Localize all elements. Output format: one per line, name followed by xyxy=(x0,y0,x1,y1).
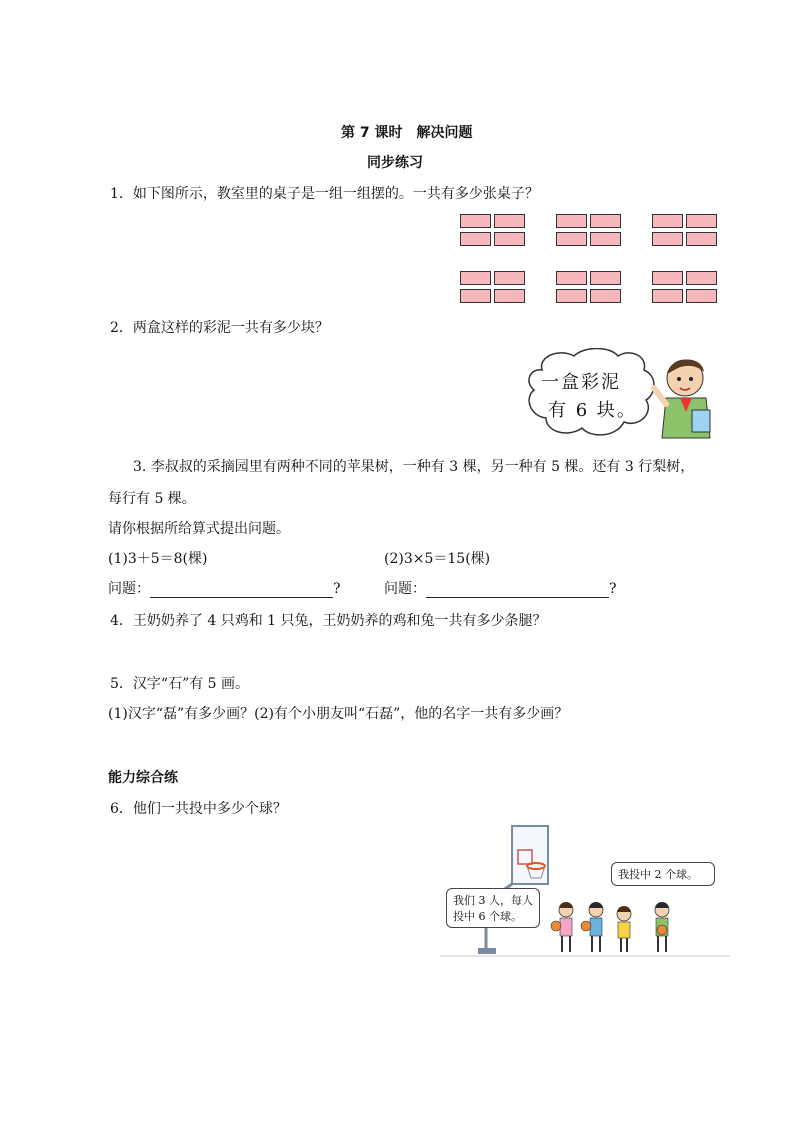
desk xyxy=(494,271,525,285)
desk xyxy=(686,214,717,228)
question-1: 1．如下图所示，教室里的桌子是一组一组摆的。一共有多少张桌子？ xyxy=(110,186,539,202)
bubble-line-2: 有 6 块。 xyxy=(548,400,637,421)
desk xyxy=(652,214,683,228)
speech-bubble-right-text: 我投中 2 个球。 xyxy=(618,868,698,881)
desk xyxy=(652,289,683,303)
kid-3 xyxy=(617,906,631,952)
desk xyxy=(556,232,587,246)
question-prompt-1 xyxy=(108,578,341,598)
kid-2 xyxy=(581,902,603,952)
desk xyxy=(556,214,587,228)
question-6: 6．他们一共投中多少个球？ xyxy=(110,801,287,817)
section-heading-2: 能力综合练 xyxy=(108,770,178,786)
bubble-line-1: 一盒彩泥 xyxy=(541,372,621,393)
speech-bubble-left-line-1: 我们 3 人，每人 xyxy=(453,894,533,907)
answer-blank-2[interactable] xyxy=(426,583,609,598)
question-5-line-2: (1)汉字“磊”有多少画？(2)有个小朋友叫“石磊”，他的名字一共有多少画？ xyxy=(108,706,569,722)
question-label-2: 问题： xyxy=(384,581,426,597)
desk xyxy=(652,271,683,285)
desk xyxy=(686,232,717,246)
question-mark-2: ? xyxy=(609,581,617,597)
question-2: 2．两盒这样的彩泥一共有多少块？ xyxy=(110,320,329,336)
question-3-prompt: 请你根据所给算式提出问题。 xyxy=(108,521,290,537)
question-prompt-2 xyxy=(384,578,617,598)
kid-1 xyxy=(551,902,573,952)
desk xyxy=(460,214,491,228)
desk xyxy=(590,289,621,303)
question-4: 4．王奶奶养了 4 只鸡和 1 只兔，王奶奶养的鸡和兔一共有多少条腿？ xyxy=(110,613,547,629)
desk xyxy=(460,232,491,246)
speech-bubble-right xyxy=(611,862,715,886)
desk xyxy=(494,289,525,303)
thought-bubble xyxy=(520,348,720,440)
equation-2: (2)3×5＝15(棵) xyxy=(384,551,491,567)
question-mark-1: ? xyxy=(333,581,341,597)
speech-bubble-left-line-2: 投中 6 个球。 xyxy=(453,910,522,923)
desk xyxy=(590,232,621,246)
desk xyxy=(652,232,683,246)
desk xyxy=(590,271,621,285)
kid-4 xyxy=(655,902,669,952)
desk xyxy=(590,214,621,228)
question-3-line-1: 3. 李叔叔的采摘园里有两种不同的苹果树，一种有 3 棵，另一种有 5 棵。还有 3 行梨树， xyxy=(133,459,695,475)
lesson-title: 第 7 课时 解决问题 xyxy=(341,125,473,141)
desk xyxy=(460,289,491,303)
speech-bubble-left xyxy=(446,888,540,928)
desk xyxy=(686,271,717,285)
desk xyxy=(494,232,525,246)
desk xyxy=(460,271,491,285)
desk xyxy=(494,214,525,228)
section-title: 同步练习 xyxy=(367,155,423,171)
question-3-line-2: 每行有 5 棵。 xyxy=(108,491,196,507)
desk xyxy=(686,289,717,303)
equation-1: (1)3＋5＝8(棵) xyxy=(108,551,208,567)
desk xyxy=(556,289,587,303)
desk xyxy=(556,271,587,285)
answer-blank-1[interactable] xyxy=(150,583,333,598)
question-label-1: 问题： xyxy=(108,581,150,597)
question-5-line-1: 5．汉字“石”有 5 画。 xyxy=(110,676,250,692)
